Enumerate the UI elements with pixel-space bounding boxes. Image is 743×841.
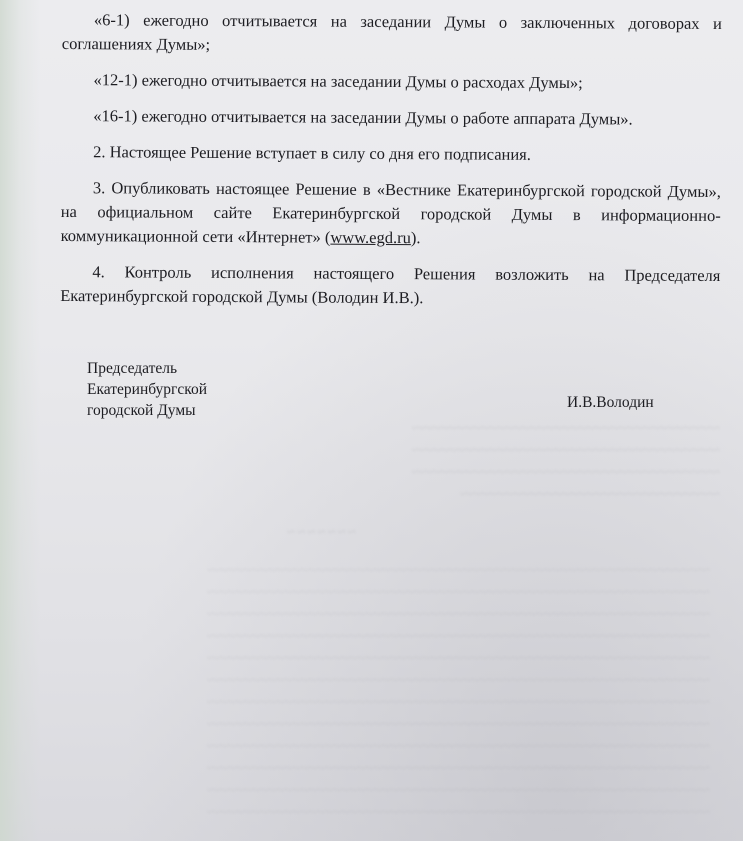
signatory-position-line-1: Председатель bbox=[87, 360, 178, 377]
clause-4-control: 4. Контроль исполнения настоящего Решения возложить на Председателя Екатеринбургской городской Думы (Володин И.В.). bbox=[60, 262, 721, 308]
amendment-item-12-1: «12-1) ежегодно отчитывается на заседании Думы о расходах Думы»; bbox=[93, 70, 583, 93]
website-link[interactable]: www.egd.ru bbox=[330, 227, 411, 248]
amendment-item-6-1: «6-1) ежегодно отчитывается на заседании Думы о заключенных договорах и соглашениях Думы»; bbox=[61, 10, 722, 54]
clause-3-text: 3. Опубликовать настоящее Решение в «Вестнике Екатеринбургской городской Думы», на официальном сайте Екатеринбургской городской Думы в информационно-коммуникационной сети «Интернет» ( bbox=[60, 178, 721, 247]
signature-block bbox=[87, 358, 667, 421]
show-through-heading: ~~~~~~~ bbox=[285, 525, 356, 541]
show-through-text-lower: ~~~~~~~~~~~~~~~~~~~~~~~~~~~~~~~~~~~~~~~~~~~~~~~~~~~~~~~~~~~~~~ ~~~~~~~~~~~~~~~~~~~~~~~~~~~~~~~~~~~~~~~~~~~~~~~~~~~~~~~~~~~~~~ ~~~~~~~~~~~~~~~~~~~~~~~~~~~~~~~~~~~~~~~~~~~~~~~~~~~~~~~~~~~~~~ ~~~~~~~~~~~~~~~~~~~~~~~~~~~~~~~~~~~~~~~~~~~~~~~~~~~~~~~~~~~~~~ ~~~~~~~~~~~~~~~~~~~~~~~~~~~~~~~~~~~~~~~~~~~~~~~~~~~~~~~~~~~~~~ ~~~~~~~~~~~~~~~~~~~~~~~~~~~~~~~~~~~~~~~~~~~~~~~~~~~~~~~~~~~~~~ ~~~~~~~~~~~~~~~~~~~~~~~~~~~~~~~~~~~~~~~~~~~~~~~~~~~~~~~~~~~~~~ ~~~~~~~~~~~~~~~~~~~~~~~~~~~~~~~~~~~~~~~~~~~~~~~~~~~~~~~~~~~~~~ ~~~~~~~~~~~~~~~~~~~~~~~~~~~~~~~~~~~~~~~~~~~~~~~~~~~~~~~~~~~~~~ ~~~~~~~~~~~~~~~~~~~~~~~~~~~~~~~~~~~~~~~~~~~~~~~~~~~~~~~~~~~~~~ ~~~~~~~~~~~~~~~~~~~~~~~~~~~~~~~~~~~~~~~~~~~~~~~~~~~~~~~~~~~~~~ ~~~~~~~~~~~~~~~~~~~~~~~~~~~~~~~~~~~~~~~~~~~~~~~~~~~~~~~~~~~~~~ bbox=[206, 563, 710, 821]
show-through-text-upper: ~~~~~~~~~~~~~~~~~~~~~~~~~~~~~~~~~~~~~~ ~~~~~~~~~~~~~~~~~~~~~~~~~~~~~~~~~~~~~~ ~~~~~~~~~~~~~~~~~~~~~~~~~~~~~~~~~~~~~~ ~~~~~~~~~~~~~~~~~~~~~~~~~~~~~~~~ bbox=[411, 421, 720, 503]
amendment-item-16-1: «16-1) ежегодно отчитывается на заседании Думы о работе аппарата Думы». bbox=[93, 106, 633, 129]
signatory-position-line-2: Екатеринбургской bbox=[87, 381, 208, 398]
clause-3-closing: ). bbox=[410, 228, 421, 248]
left-edge-shadow bbox=[0, 0, 40, 841]
clause-3-publication bbox=[61, 176, 721, 252]
signatory-position-line-3: городской Думы bbox=[87, 402, 196, 419]
document-body bbox=[60, 8, 722, 312]
clause-2-effective-date: 2. Настоящее Решение вступает в силу со дня его подписания. bbox=[93, 142, 531, 164]
signatory-name: И.В.Володин bbox=[567, 394, 654, 411]
